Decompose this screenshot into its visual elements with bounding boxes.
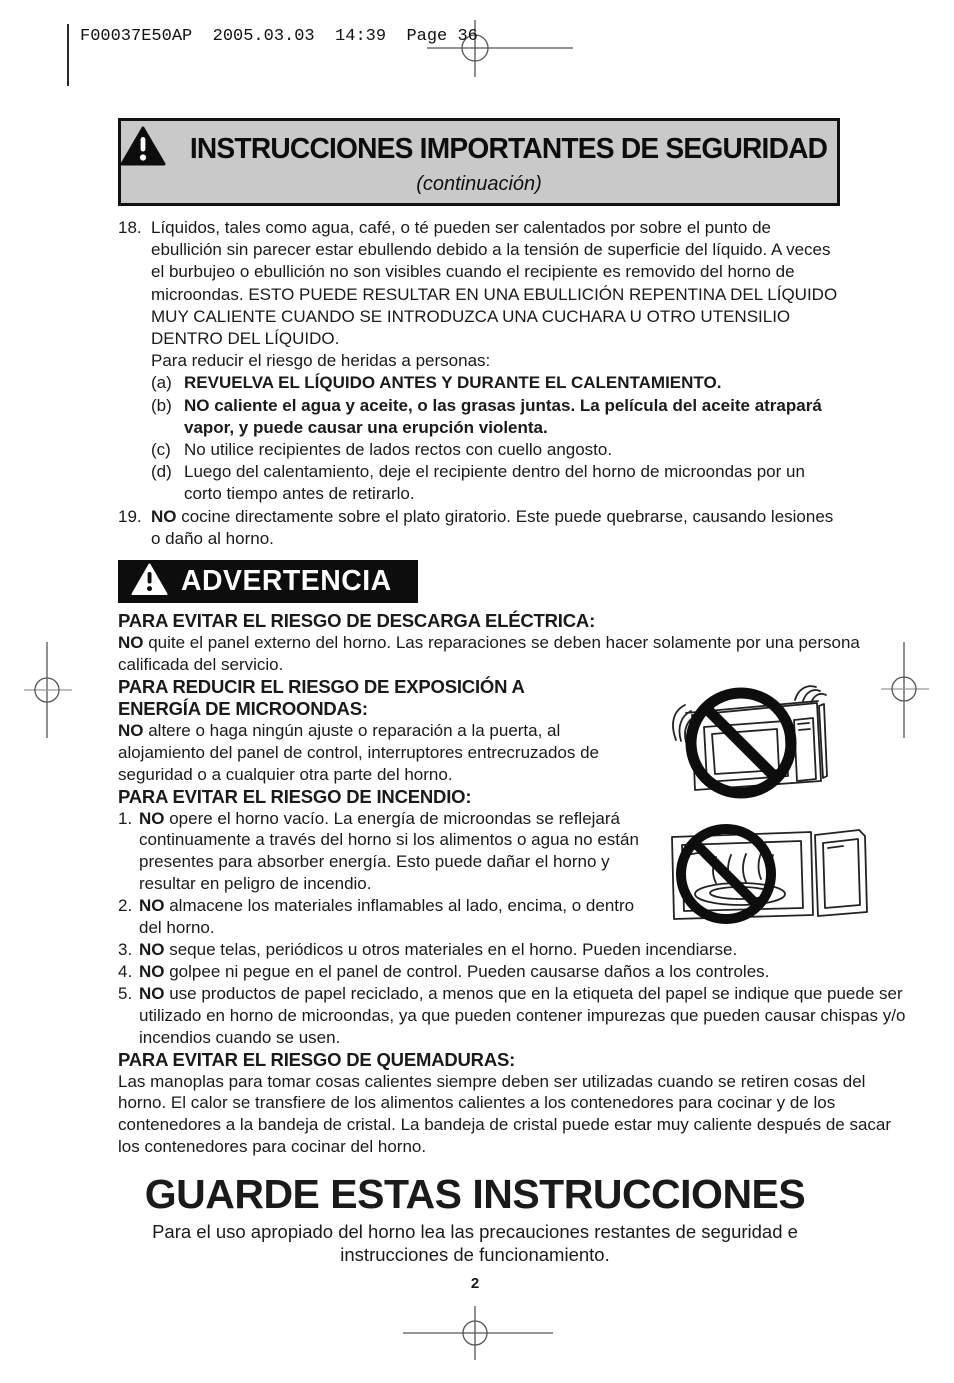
heading-electric-shock: PARA EVITAR EL RIESGO DE DESCARGA ELÉCTRICA:	[118, 610, 596, 632]
item-text: NO almacene los materiales inflamables al lado, encima, o dentro del horno.	[139, 896, 635, 938]
warning-section	[118, 610, 910, 1158]
item-text: NO golpee ni pegue en el panel de control. Pueden causarse daños a los controles.	[139, 961, 770, 981]
sub-item-a	[151, 372, 842, 394]
item-text: NO cocine directamente sobre el plato giratorio. Este puede quebrarse, causando lesiones o daño al horno.	[151, 506, 834, 548]
fire-item-3	[118, 939, 910, 961]
prohibition-figures	[658, 678, 910, 932]
sub-item-d	[151, 461, 842, 505]
sub-item-label: (a)	[151, 373, 172, 393]
closing-title: GUARDE ESTAS INSTRUCCIONES	[144, 1171, 806, 1218]
registration-mark-left	[20, 640, 80, 740]
sub-item-text: NO caliente el agua y aceite, o las grasas juntas. La película del aceite atrapará vapor, y puede causar una erupción violenta.	[184, 395, 822, 437]
item-number: 1.	[118, 808, 133, 828]
sub-item-label: (b)	[151, 395, 172, 415]
item-text: NO use productos de papel reciclado, a menos que en la etiqueta del papel se indique que puede ser utilizado en horno de microondas, ya que pueden contener impurezas que pueden causar chispas y/o incendios cuando se usen.	[139, 983, 906, 1047]
header-rule	[67, 24, 69, 86]
safety-list	[118, 217, 842, 550]
paragraph-exposure: NO altere o haga ningún ajuste o reparación a la puerta, al alojamiento del panel de control, interruptores entrecruzados de seguridad o a cualquier otra parte del horno.	[118, 720, 600, 784]
list-item-19	[118, 506, 842, 550]
item-number: 19.	[118, 506, 142, 526]
item-number: 3.	[118, 940, 133, 960]
sub-item-label: (d)	[151, 462, 172, 482]
paragraph-burns: Las manoplas para tomar cosas calientes siempre deben ser utilizadas cuando se retiren cosas del horno. El calor se transfiere de los alimentos calientes a los contenedores para cocinar y de los contenedores a la bandeja de cristal. La bandeja de cristal puede estar muy caliente después de sacar los contenedores para cocinar del horno.	[118, 1071, 892, 1157]
closing-section	[118, 1171, 832, 1292]
registration-mark-bottom	[398, 1300, 558, 1370]
warning-triangle-icon	[120, 126, 166, 172]
heading-burns: PARA EVITAR EL RIESGO DE QUEMADURAS:	[118, 1048, 516, 1070]
warning-triangle-icon	[131, 563, 168, 601]
page-number: 2	[470, 1275, 480, 1293]
fire-item-5	[118, 983, 910, 1049]
paragraph-electric-shock: NO quite el panel externo del horno. Las reparaciones se deben hacer solamente por una persona calificada del servicio.	[118, 633, 860, 674]
continuation-subtitle: (continuación)	[416, 173, 542, 195]
safety-title-box	[118, 118, 840, 206]
item-text: NO seque telas, periódicos u otros materiales en el horno. Pueden incendiarse.	[139, 940, 738, 960]
sub-item-c	[151, 439, 842, 461]
figure-no-empty-operation	[662, 822, 910, 932]
item-number: 2.	[118, 896, 133, 916]
fire-item-4	[118, 961, 910, 983]
sub-item-label: (c)	[151, 440, 171, 460]
heading-fire: PARA EVITAR EL RIESGO DE INCENDIO:	[118, 785, 472, 807]
open-door-panel	[815, 830, 867, 916]
heading-exposure-line2: ENERGÍA DE MICROONDAS:	[118, 697, 368, 719]
heading-exposure-line1: PARA REDUCIR EL RIESGO DE EXPOSICIÓN A	[118, 675, 525, 697]
sub-item-list	[118, 372, 842, 505]
sub-item-text: No utilice recipientes de lados rectos con cuello angosto.	[184, 440, 613, 460]
item-number: 5.	[118, 983, 133, 1003]
sub-item-text: REVUELVA EL LÍQUIDO ANTES Y DURANTE EL CALENTAMIENTO.	[184, 373, 722, 393]
item-text: Líquidos, tales como agua, café, o té pueden ser calentados por sobre el punto de ebullición sin parecer estar ebullendo debido a la tensión de superficie del líquido. A veces el burbujeo o ebullición no son visibles cuando el recipiente es removido del horno de microondas. ESTO PUEDE RESULTAR EN UNA EBULLICIÓN REPENTINA DEL LÍQUIDO MUY CALIENTE CUANDO SE INTRODUZCA UNA CUCHARA U OTRO UTENSILIO DENTRO DEL LÍQUIDO.	[151, 218, 838, 349]
item-18-note: Para reducir el riesgo de heridas a personas:	[151, 351, 491, 371]
sub-item-text: Luego del calentamiento, deje el recipiente dentro del horno de microondas por un corto tiempo antes de retirarlo.	[184, 462, 805, 504]
advertencia-label: ADVERTENCIA	[181, 565, 392, 598]
closing-text: Para el uso apropiado del horno lea las precauciones restantes de seguridad e instrucciones de funcionamiento.	[152, 1221, 798, 1265]
page-title: INSTRUCCIONES IMPORTANTES DE SEGURIDAD	[190, 132, 828, 165]
item-text: NO opere el horno vacío. La energía de microondas se reflejará continuamente a través del horno si los alimentos o agua no están presentes para absorber energía. Esto puede dañar el horno y resultar en peligro de incendio.	[139, 808, 639, 894]
item-number: 4.	[118, 961, 133, 981]
sub-item-b	[151, 395, 842, 439]
figure-no-tampering-microwave	[666, 678, 910, 810]
list-item-18	[118, 217, 842, 350]
registration-mark-top	[420, 15, 580, 85]
page-content	[118, 118, 910, 1292]
advertencia-box	[118, 560, 418, 603]
item-number: 18.	[118, 218, 142, 237]
print-header: F00037E50AP 2005.03.03 14:39 Page 36	[80, 27, 478, 46]
